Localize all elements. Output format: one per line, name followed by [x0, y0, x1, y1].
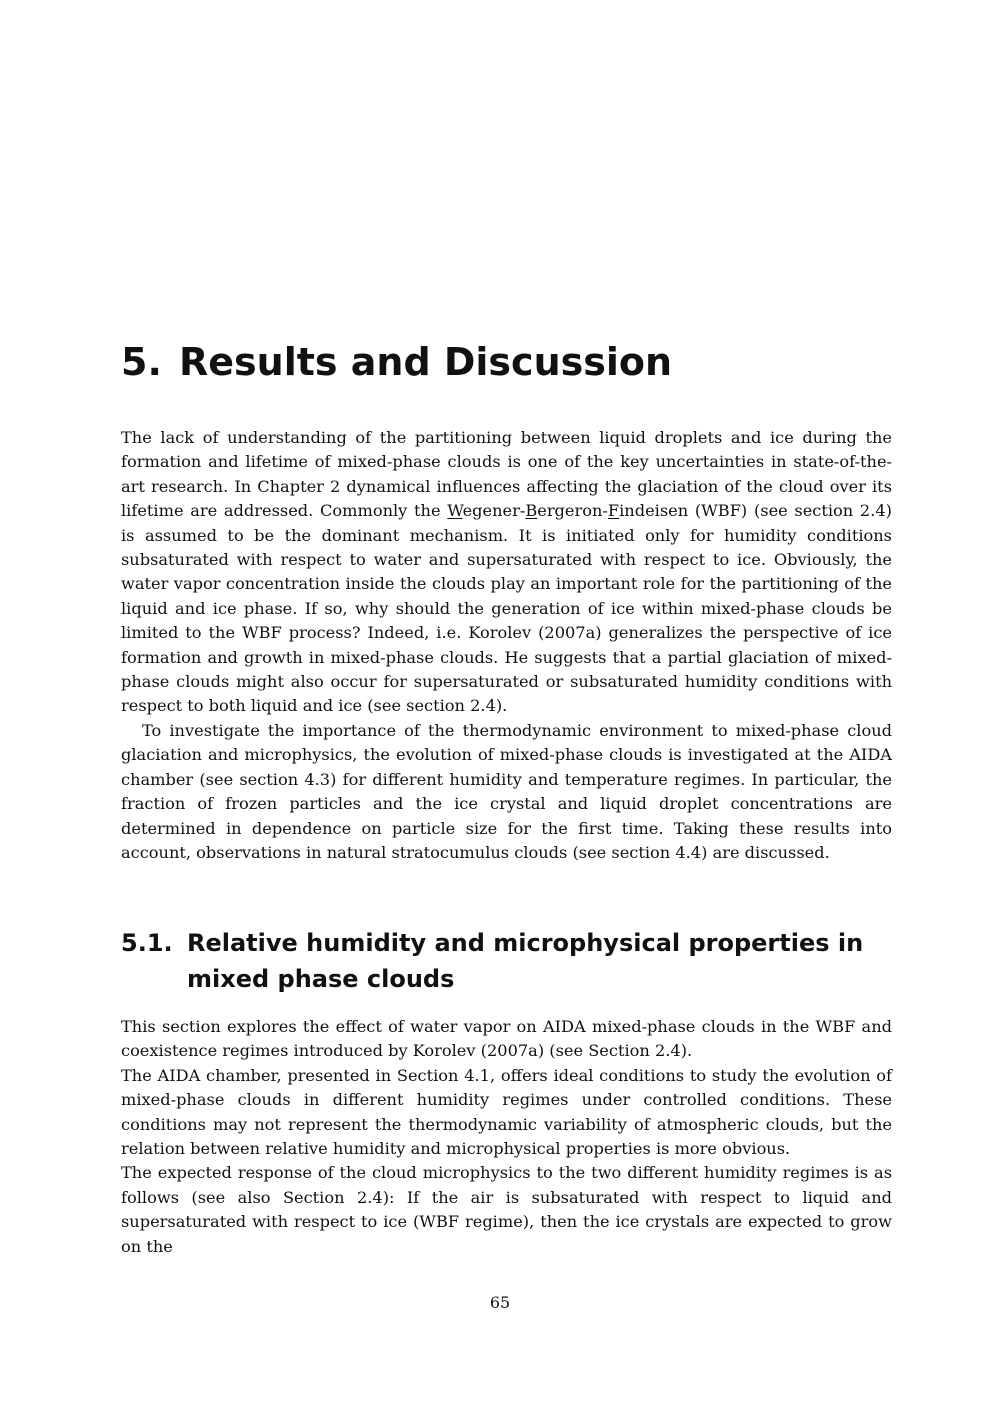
chapter-heading: [121, 340, 672, 384]
section-title: Relative humidity and microphysical properties in mixed phase clouds: [187, 929, 864, 993]
page-number: 65: [489, 1293, 511, 1312]
section-paragraph-2: The AIDA chamber, presented in Section 4.1, offers ideal conditions to study the evolution of mixed-phase clouds in different humidity regimes under controlled conditions. These conditions may not represent the thermodynamic variability of atmospheric clouds, but the relation between relative humidity and microphysical properties is more obvious.: [121, 1065, 892, 1159]
underlined-b: B: [525, 501, 538, 521]
underlined-w: W: [447, 501, 463, 521]
section-body: [121, 1015, 892, 1259]
section-heading: [121, 925, 901, 997]
intro-paragraph-1: [121, 426, 892, 719]
intro-p1-text-d: indeisen (WBF) (see section 2.4) is assumed to be the dominant mechanism. It is initiated only for humidity conditions subsaturated with respect to water and supersaturated with respect to ice. Obviously, the water vapor concentration inside the clouds play an important role for the partitioning of the liquid and ice phase. If so, why should the generation of ice within mixed-phase clouds be limited to the WBF process? Indeed, i.e. Korolev (2007a) generalizes the perspective of ice formation and growth in mixed-phase clouds. He suggests that a partial glaciation of mixed-phase clouds might also occur for supersaturated or subsaturated humidity conditions with respect to both liquid and ice (see section 2.4).: [121, 501, 892, 716]
chapter-number: 5.: [121, 340, 162, 384]
intro-p1-text-c: ergeron-: [537, 501, 608, 521]
section-number: 5.1.: [121, 929, 173, 957]
intro-p1-text-a: The lack of understanding of the partitioning between liquid droplets and ice during the formation and lifetime of mixed-phase clouds is one of the key uncertainties in state-of-the-art research. In Chapter 2 dynamical influences affecting the glaciation of the cloud over its lifetime are addressed. Commonly the: [121, 428, 892, 521]
section-paragraph-1: This section explores the effect of water vapor on AIDA mixed-phase clouds in the WBF and coexistence regimes introduced by Korolev (2007a) (see Section 2.4).: [121, 1017, 892, 1061]
underlined-f: F: [607, 501, 620, 521]
section-paragraph-3: The expected response of the cloud microphysics to the two different humidity regimes is as follows (see also Section 2.4): If the air is subsaturated with respect to liquid and supersaturated with respect to ice (WBF regime), then the ice crystals are expected to grow on the: [121, 1163, 892, 1256]
chapter-title: Results and Discussion: [179, 340, 673, 384]
intro-paragraph-2: To investigate the importance of the thermodynamic environment to mixed-phase cloud glaciation and microphysics, the evolution of mixed-phase clouds is investigated at the AIDA chamber (see section 4.3) for different humidity and temperature regimes. In particular, the fraction of frozen particles and the ice crystal and liquid droplet concentrations are determined in dependence on particle size for the first time. Taking these results into account, observations in natural stratocumulus clouds (see section 4.4) are discussed.: [121, 720, 892, 862]
chapter-intro: [121, 426, 892, 865]
intro-p1-text-b: egener-: [462, 501, 526, 521]
